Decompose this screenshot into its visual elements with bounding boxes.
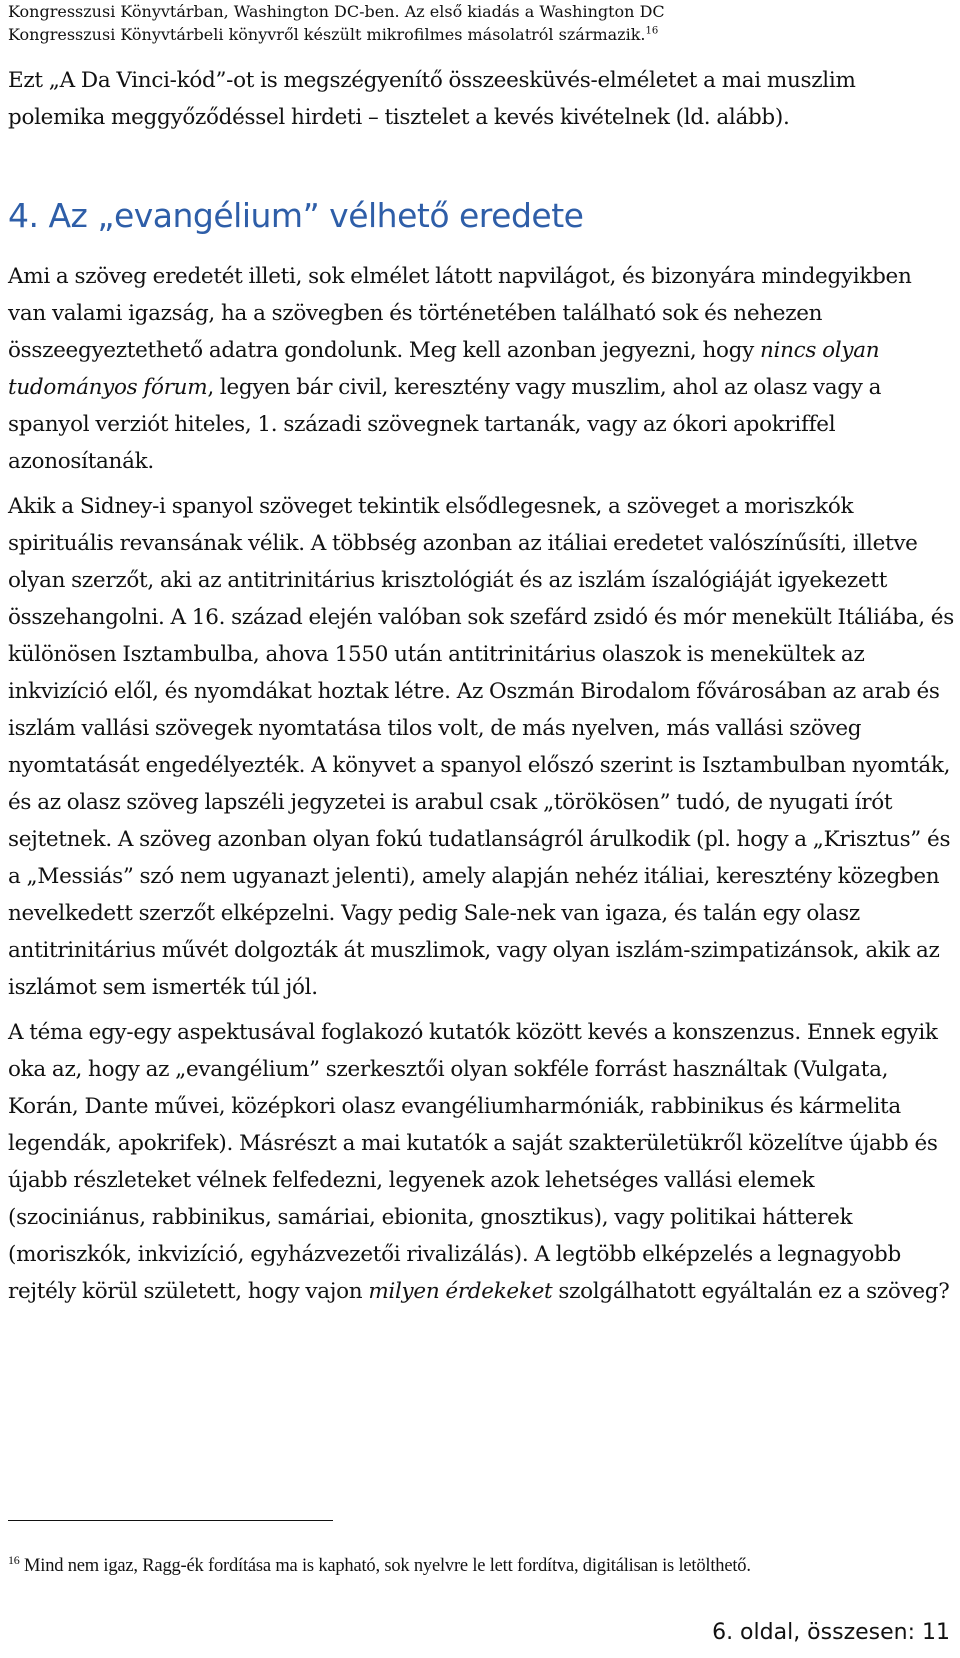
footnote-divider (8, 1520, 333, 1521)
paragraph-1 (8, 258, 954, 480)
paragraph-1-part1: Ami a szöveg eredetét illeti, sok elmélet látott napvilágot, és bizonyára mindegyikben van valami igazság, ha a szövegben és történetében található sok és nehezen összeegyeztethető adatra gondolunk. Meg kell azonban jegyezni, hogy (8, 264, 912, 363)
document-page (8, 0, 954, 1576)
paragraph-1-italic: nincs olyan tudományos fórum (8, 338, 880, 400)
section-heading: 4. Az „evangélium” vélhető eredete (8, 196, 584, 235)
paragraph-3 (8, 1014, 954, 1310)
paragraph-3-part2: szolgálhatott egyáltalán ez a szöveg? (552, 1279, 950, 1304)
footnote-number: 16 (8, 1552, 20, 1567)
paragraph-3-part1: A téma egy-egy aspektusával foglakozó kutatók között kevés a konszenzus. Ennek egyik oka az, hogy az „evangélium” szerkesztői olyan sokféle forrást használtak (Vulgata, Korán, Dante művei, középkori olasz evangéliumharmóniák, rabbinikus és kármelita legendák, apokrifek). Másrészt a mai kutatók a saját szakterületükről közelítve újabb és újabb részleteket vélnek felfedezni, legyenek azok lehetséges vallási elemek (szociniánus, rabbinikus, samáriai, ebionita, gnosztikus), vagy politikai hátterek (moriszkók, inkvizíció, egyházvezetői rivalizálás). A legtöbb elképzelés a legnagyobb rejtély körül született, hogy vajon (8, 1020, 938, 1304)
paragraph-2: Akik a Sidney-i spanyol szöveget tekintik elsődlegesnek, a szöveget a moriszkók spirituális revansának vélik. A többség azonban az itáliai eredetet valószínűsíti, illetve olyan szerzőt, aki az antitrinitárius krisztológiát és az iszlám íszalógiáját igyekezett összehangolni. A 16. század elején valóban sok szefárd zsidó és mór menekült Itáliába, és különösen Isztambulba, ahova 1550 után antitrinitárius olaszok is menekültek az inkvizíció elől, és nyomdákat hoztak létre. Az Oszmán Birodalom fővárosában az arab és iszlám vallási szövegek nyomtatása tilos volt, de más nyelven, más vallási szöveg nyomtatását engedélyezték. A könyvet a spanyol előszó szerint is Isztambulban nyomták, és az olasz szöveg lapszéli jegyzetei is arabul csak „törökösen” tudó, de nyugati írót sejtetnek. A szöveg azonban olyan fokú tudatlanságról árulkodik (pl. hogy a „Krisztus” és a „Messiás” szó nem ugyanazt jelenti), amely alapján nehéz itáliai, keresztény közegben nevelkedett szerzőt elképzelni. Vagy pedig Sale-nek van igaza, és talán egy olasz antitrinitárius művét dolgozták át muszlimok, vagy olyan iszlám-szimpatizánsok, akik az iszlámot sem ismerték túl jól. (8, 494, 954, 1000)
footnote-text: Mind nem igaz, Ragg-ék fordítása ma is kapható, sok nyelvre le lett fordítva, digitálisan is letölthető. (19, 1556, 751, 1576)
continued-text (8, 0, 954, 46)
footnote-reference[interactable]: 16 (645, 25, 659, 37)
page-number: 6. oldal, összesen: 11 (712, 1620, 950, 1645)
intro-paragraph: Ezt „A Da Vinci-kód”-ot is megszégyenítő összeesküvés-elméletet a mai muszlim polemika meggyőződéssel hirdeti – tisztelet a kevés kivételnek (ld. alább). (8, 68, 856, 130)
continued-text-line2: Kongresszusi Könyvtárbeli könyvről készült mikrofilmes másolatról származik. (8, 25, 646, 44)
paragraph-1-part2: , legyen bár civil, keresztény vagy muszlim, ahol az olasz vagy a spanyol verziót hiteles, 1. századi szövegnek tartanák, vagy az ókori apokriffel azonosítanák. (8, 375, 882, 474)
continued-text-line1: Kongresszusi Könyvtárban, Washington DC-ben. Az első kiadás a Washington DC (8, 2, 665, 21)
paragraph-3-italic: milyen érdekeket (368, 1279, 553, 1304)
footnote (8, 1552, 751, 1577)
